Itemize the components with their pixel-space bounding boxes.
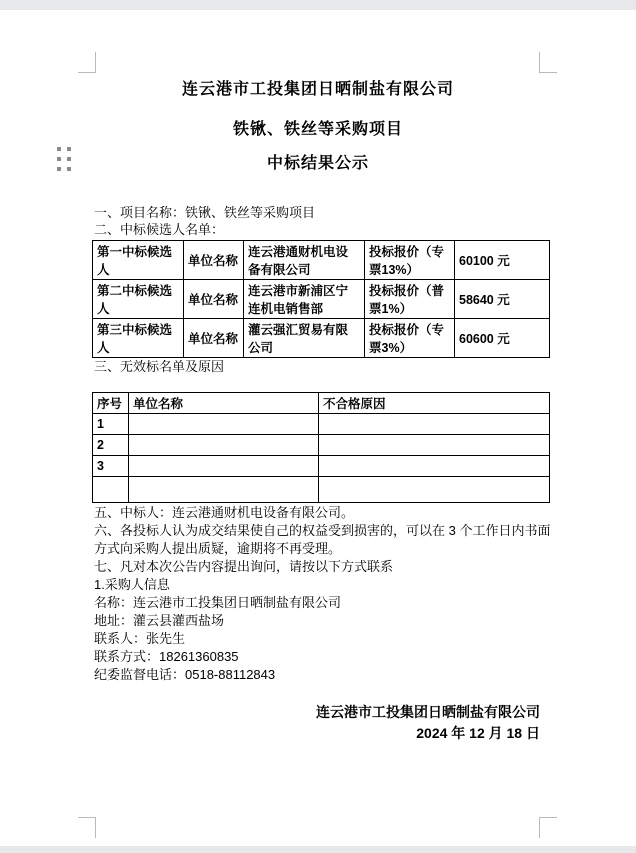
section-item-5: 五、中标人：连云港通财机电设备有限公司。 (94, 505, 355, 520)
candidate-rank: 第二中标候选人 (93, 280, 184, 319)
candidate-rank: 第三中标候选人 (93, 319, 184, 358)
table-row (93, 414, 550, 435)
margin-corner-mark-top-left (78, 52, 96, 73)
signature-block (316, 702, 540, 744)
margin-corner-mark-top-right (539, 52, 557, 73)
purchaser-info-heading: 1.采购人信息 (94, 577, 170, 592)
candidate-price: 60600 元 (455, 319, 550, 358)
document-title-company: 连云港市工投集团日晒制盐有限公司 (181, 81, 454, 98)
table-header-row (93, 393, 550, 414)
candidate-rank: 第一中标候选人 (93, 241, 184, 280)
col-header-company: 单位名称 (129, 393, 319, 414)
margin-corner-mark-bottom-right (539, 817, 557, 838)
contact-person: 联系人：张先生 (94, 631, 186, 646)
table-row (93, 456, 550, 477)
table-row (93, 319, 550, 358)
invalid-no: 1 (93, 414, 129, 435)
table-row (93, 477, 550, 503)
invalid-no: 2 (93, 435, 129, 456)
section-item-1: 一、项目名称：铁锹、铁丝等采购项目 (94, 205, 316, 220)
supervision-phone: 纪委监督电话：0518-88112843 (94, 667, 276, 682)
candidate-company: 灌云强汇贸易有限公司 (244, 319, 365, 358)
invalid-reason (319, 414, 550, 435)
candidate-company: 连云港通财机电设备有限公司 (244, 241, 365, 280)
table-row (93, 280, 550, 319)
candidate-field-label: 单位名称 (184, 280, 244, 319)
invalid-no: 3 (93, 456, 129, 477)
invalid-reason (319, 456, 550, 477)
candidate-field-label: 单位名称 (184, 241, 244, 280)
candidate-price: 58640 元 (455, 280, 550, 319)
section-item-3: 三、无效标名单及原因 (94, 359, 225, 374)
contact-phone: 联系方式：18261360835 (94, 649, 239, 664)
invalid-company (129, 414, 319, 435)
invalid-company (129, 477, 319, 503)
col-header-no: 序号 (93, 393, 129, 414)
invalid-bids-table (92, 392, 550, 503)
invalid-company (129, 435, 319, 456)
purchaser-name: 名称：连云港市工投集团日晒制盐有限公司 (94, 595, 342, 610)
invalid-reason (319, 435, 550, 456)
signature-date: 2024 年 12 月 18 日 (416, 725, 540, 741)
table-row (93, 241, 550, 280)
document-title-announcement: 中标结果公示 (266, 155, 369, 172)
body-paragraphs (94, 504, 554, 684)
candidate-field-label: 单位名称 (184, 319, 244, 358)
candidate-price: 60100 元 (455, 241, 550, 280)
table-row (93, 435, 550, 456)
col-header-reason: 不合格原因 (319, 393, 550, 414)
invalid-company (129, 456, 319, 477)
candidates-table (92, 240, 550, 358)
document-title-project: 铁锹、铁丝等采购项目 (232, 121, 403, 138)
section-item-7: 七、凡对本次公告内容提出询问，请按以下方式联系 (94, 559, 394, 574)
invalid-no (93, 477, 129, 503)
candidate-company: 连云港市新浦区宁连机电销售部 (244, 280, 365, 319)
margin-corner-mark-bottom-left (78, 817, 96, 838)
section-item-2: 二、中标候选人名单： (94, 222, 225, 237)
candidate-price-label: 投标报价（普票1%） (365, 280, 455, 319)
candidate-price-label: 投标报价（专票13%） (365, 241, 455, 280)
purchaser-address: 地址：灌云县灌西盐场 (94, 613, 225, 628)
document-page (0, 10, 636, 846)
candidate-price-label: 投标报价（专票3%） (365, 319, 455, 358)
signature-company: 连云港市工投集团日晒制盐有限公司 (316, 704, 540, 720)
section-item-6: 六、各投标人认为成交结果使自己的权益受到损害的，可以在 3 个工作日内书面方式向采购人提出质疑，逾期将不再受理。 (94, 523, 551, 556)
invalid-reason (319, 477, 550, 503)
